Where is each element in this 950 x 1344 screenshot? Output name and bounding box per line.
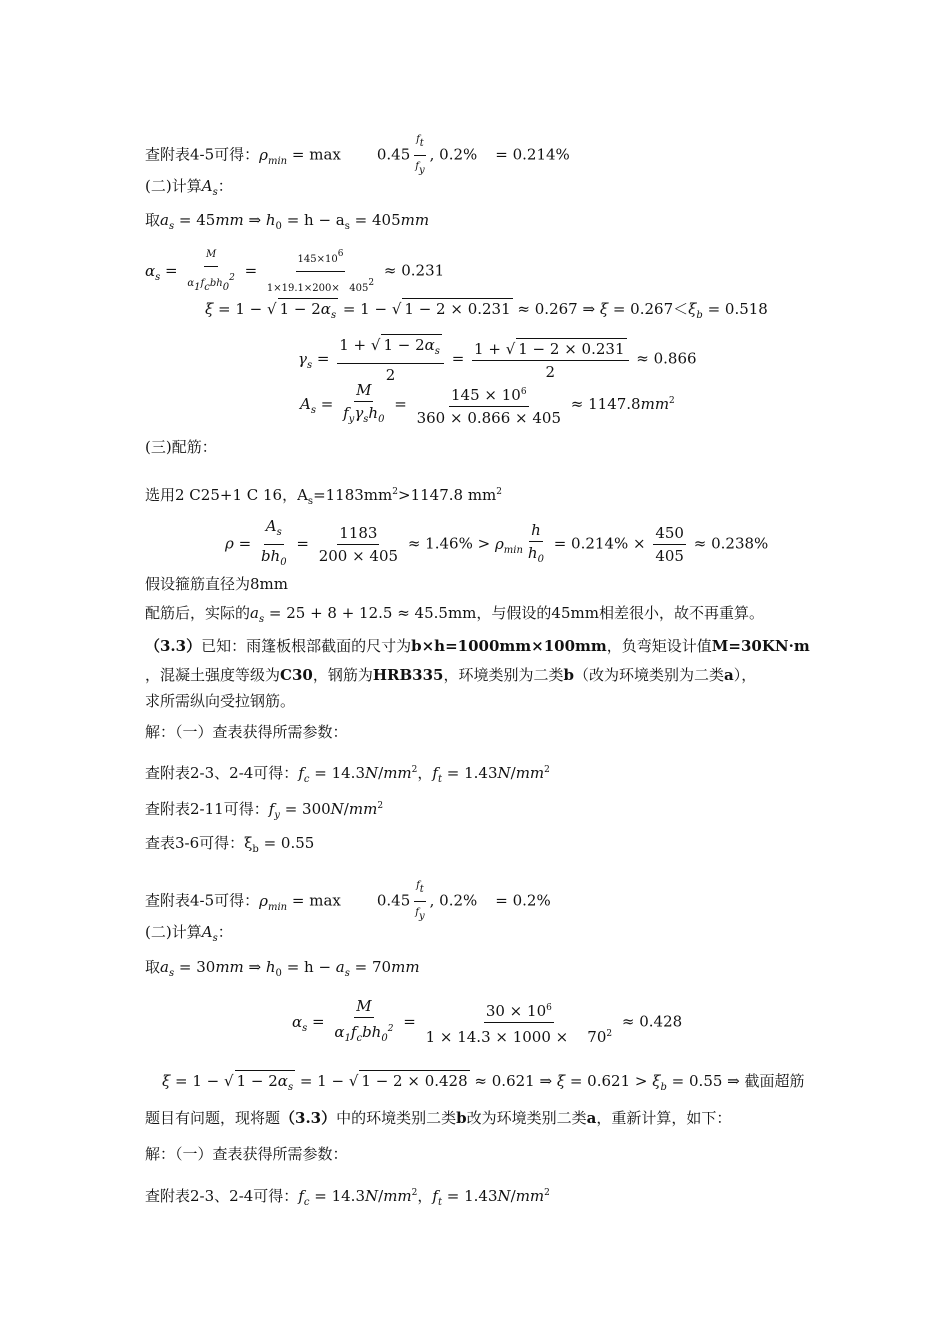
rho-check-line: ρ = $\frac{A_s}{bh_0}$ = $\frac{1183}{200 \times 405}$ ≈ $1.46\% > \rho_{min}$ $\frac{h}{h_0}$ = 0.214% × $\frac{450}{405}$ ≈ 0.238%: [225, 517, 769, 568]
rho-min-line-1: 查附表4-5可得：$\rho_{min} = \max 0.45$ $\frac{f_t}{f_y}$ , 0.2% = 0.214%: [145, 130, 570, 181]
as-h0-line-1: 取$a_s = 45mm$ ⇒ $h_0 = h - a_s = 405mm$: [145, 211, 430, 232]
fc-ft-line-1: 查附表2-3、2-4可得：$f_c = 14.3N/mm^2$，$f_t = 1.43N/mm^2$: [145, 764, 550, 785]
as-h0-line-2: 取$a_s = 30mm$ ⇒ $h_0 = h - a_s = 70mm$: [145, 958, 420, 979]
rebar-selection: 选用2 C25+1 C 16，$A_s=1183mm^2>1147.8$ $mm^2$: [145, 486, 503, 507]
actual-as-line: 配筋后，实际的$a_s = 25 + 8 + 12.5 \approx 45.5mm$，与假设的45mm相差很小，故不再重算。: [145, 604, 764, 625]
section-calc-as-2: (二)计算$A_s$：: [145, 923, 233, 944]
solution-step-1-repeat: 解：（一）查表获得所需参数：: [145, 1145, 348, 1163]
problem-3-3-line-3: 求所需纵向受拉钢筋。: [145, 692, 296, 710]
stirrup-assumption: 假设箍筋直径为8mm: [145, 575, 288, 593]
alpha-s-line-2: $\alpha_s$ = $\frac{M}{\alpha_1f_cbh_0^2}$ = $\frac{30 \times 10^6}{1 \times 14.3 \times 1000 \times 70^2}$ ≈ 0.428: [292, 997, 683, 1046]
alpha-s-line-1: $\alpha_s$ = $\frac{M}{\alpha_1f_cbh_0^2}$ = $\frac{145\times 10^6}{1\times 19.1\times 200\times 405^2}$ ≈ 0.231: [145, 244, 444, 299]
fy-line: 查附表2-11可得：$f_y = 300N/mm^2$: [145, 800, 384, 821]
problem-3-3-line-2: ，混凝土强度等级为C30，钢筋为HRB335，环境类别为二类b（改为环境类别为二类a），: [145, 666, 757, 684]
rho-min-line-2: 查附表4-5可得：$\rho_{min} = \max 0.45$ $\frac{f_t}{f_y}$ , 0.2% = 0.2%: [145, 876, 551, 927]
section-calc-as-1: (二)计算$A_s$：: [145, 177, 233, 198]
problem-note-line: 题目有问题，现将题（3.3）中的环境类别二类b改为环境类别二类a，重新计算，如下：: [145, 1109, 732, 1127]
as-result-line: $A_s$ = $\frac{M}{f_y\gamma_sh_0}$ = $\frac{145 \times 10^6}{360 \times 0.866 \times 405}$ ≈ $1147.8mm^2$: [300, 381, 675, 427]
solution-step-1: 解：（一）查表获得所需参数：: [145, 723, 348, 741]
section-reinforcement: (三)配筋：: [145, 438, 217, 456]
xi-line-2: ξ = 1 − √ $1 - 2\alpha_s = 1$ − √ 1 − 2 × 0.428 ≈ 0.621 ⇒ $\xi = 0.621 > \xi_b = 0.55$ ⇒ 截面超筋: [162, 1070, 805, 1098]
fc-ft-line-2: 查附表2-3、2-4可得：$f_c = 14.3N/mm^2$，$f_t = 1.43N/mm^2$: [145, 1187, 550, 1208]
xi-line-1: ξ = 1 − √ $1 - 2\alpha_s = 1$ − √ 1 − 2 × 0.231 ≈ 0.267 ⇒ $\xi = 0.267<\xi_b = 0.518$: [205, 298, 768, 326]
xi-b-line: 查表3-6可得：$\xi_b = 0.55$: [145, 834, 315, 855]
gamma-s-line: $\gamma_s$ = $\frac{1 + √ 1 - 2\alpha_s}{2}$ = $\frac{1 + √ 1 - 2 \times 0.231}{2}$ ≈ 0.866: [298, 336, 697, 384]
problem-3-3-line-1: （3.3）已知：雨篷板根部截面的尺寸为b×h=1000mm×100mm，负弯矩设计值M=30KN·m: [145, 637, 810, 655]
